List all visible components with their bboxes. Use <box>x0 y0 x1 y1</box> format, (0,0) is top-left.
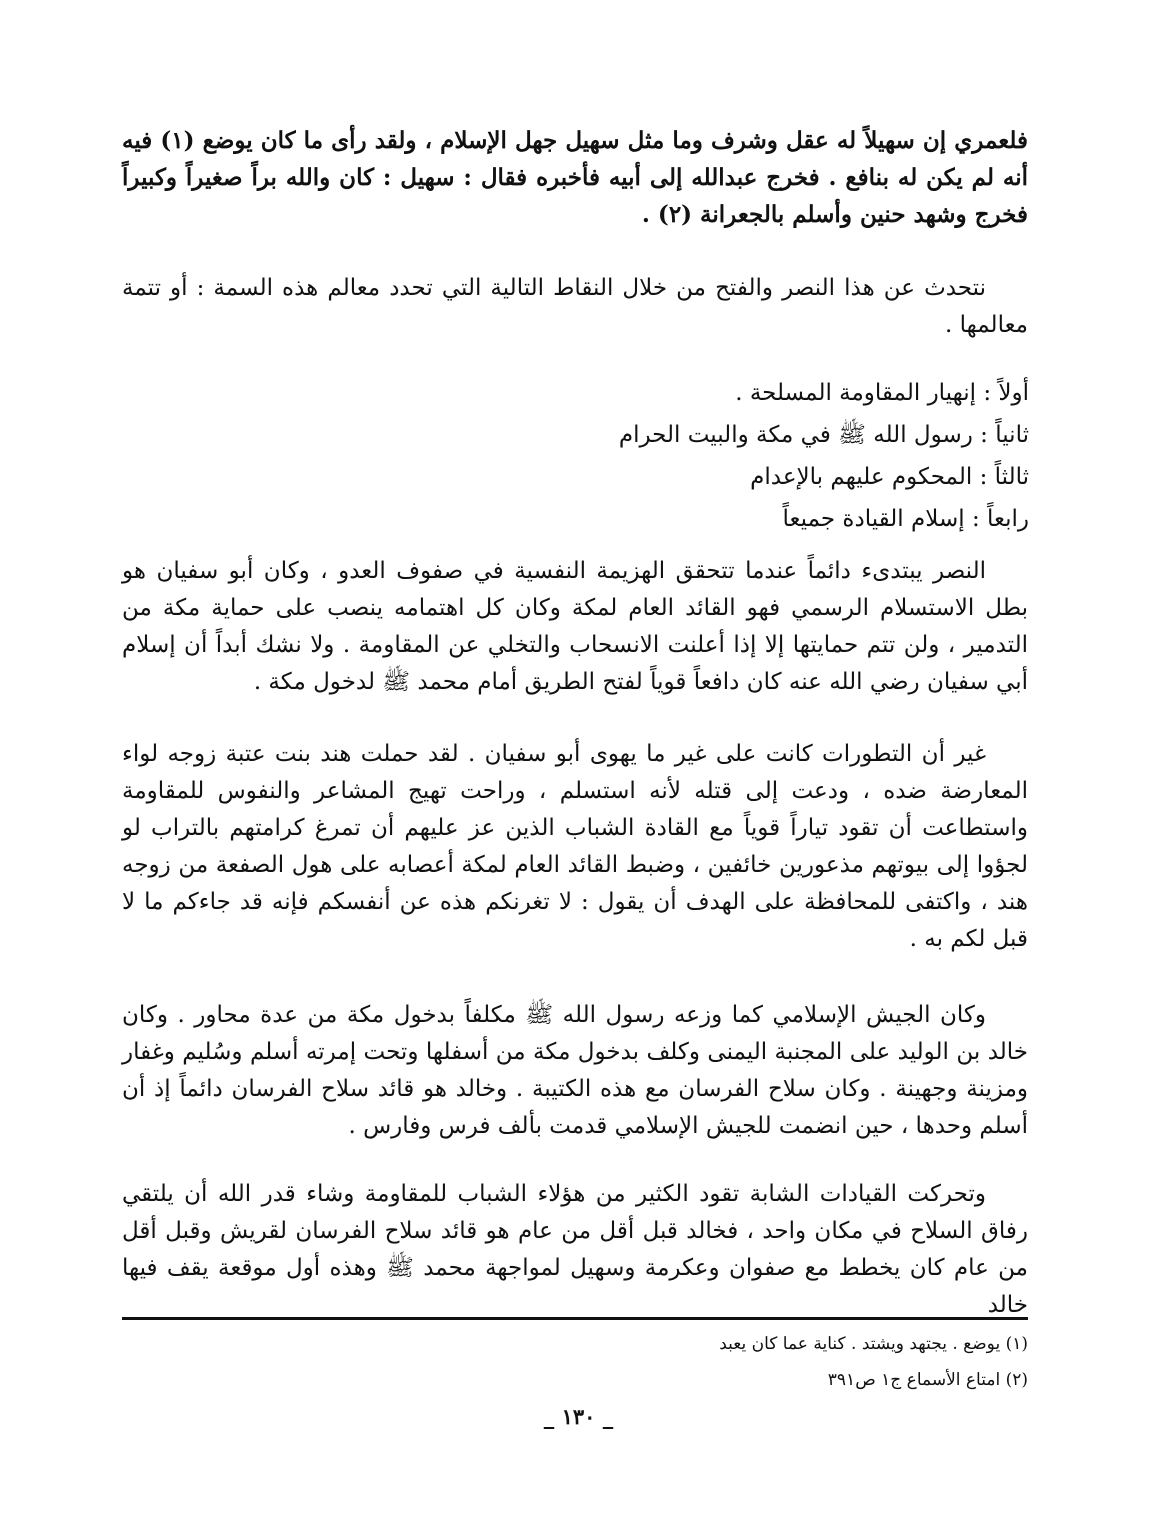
intro-paragraph: نتحدث عن هذا النصر والفتح من خلال النقاط التالية التي تحدد معالم هذه السمة : أو تتمة معالمها . <box>122 275 1028 338</box>
body-paragraph-block <box>122 553 1028 701</box>
footnote-2: (٢) امتاع الأسماع ج١ ص٣٩١ <box>827 1370 1028 1390</box>
body-paragraph: وتحركت القيادات الشابة تقود الكثير من هؤلاء الشباب للمقاومة وشاء قدر الله أن يلتقي رفاق السلاح في مكان واحد ، فخالد قبل أقل من عام هو قائد سلاح الفرسان لقريش وقبل أقل من عام كان يخطط مع صفوان وعكرمة وسهيل لمواجهة محمد ﷺ وهذه أول موقعة يقف فيها خالد <box>122 1181 1028 1318</box>
footnote-1: (١) يوضع . يجتهد ويشتد . كناية عما كان يعبد <box>719 1334 1028 1354</box>
intro-paragraph-block <box>122 270 1028 344</box>
points-list <box>329 372 1029 540</box>
point-item: رابعاً : إسلام القيادة جميعاً <box>782 506 1029 532</box>
body-paragraph-block <box>122 1176 1028 1324</box>
page-number: _ ١٣٠ _ <box>543 1404 614 1429</box>
footnotes <box>228 1326 1028 1398</box>
opening-paragraph: فلعمري إن سهيلاً له عقل وشرف وما مثل سهيل جهل الإسلام ، ولقد رأى ما كان يوضع (١) فيه أنه لم يكن له بنافع . فخرج عبدالله إلى أبيه فأخبره فقال : سهيل : كان والله براً صغيراً وكبيراً فخرج وشهد حنين وأسلم بالجعرانة (٢) . <box>122 127 1028 228</box>
body-paragraph: وكان الجيش الإسلامي كما وزعه رسول الله ﷺ مكلفاً بدخول مكة من عدة محاور . وكان خالد بن الوليد على المجنبة اليمنى وكلف بدخول مكة من أسفلها وتحت إمرته أسلم وسُليم وغفار ومزينة وجهينة . وكان سلاح الفرسان مع هذه الكتيبة . وخالد هو قائد سلاح الفرسان دائماً إذ أن أسلم وحدها ، حين انضمت للجيش الإسلامي قدمت بألف فرس وفارس . <box>122 1002 1028 1139</box>
footnote-divider <box>122 1317 1028 1320</box>
body-paragraph: غير أن التطورات كانت على غير ما يهوى أبو سفيان . لقد حملت هند بنت عتبة زوجه لواء المعارضة ضده ، ودعت إلى قتله لأنه استسلم ، وراحت تهيج المشاعر والنفوس للمقاومة واستطاعت أن تقود تياراً قوياً مع القادة الشباب الذين عز عليهم أن تمرغ كرامتهم بالتراب لو لجؤوا إلى بيوتهم مذعورين خائفين ، وضبط القائد العام لمكة أعصابه على هول الصفعة من زوجه هند ، واكتفى للمحافظة على الهدف أن يقول : لا تغرنكم هذه عن أنفسكم فإنه قد جاءكم ما لا قبل لكم به . <box>122 741 1028 952</box>
point-item: أولاً : إنهيار المقاومة المسلحة . <box>735 380 1029 406</box>
body-paragraph-block <box>122 997 1028 1145</box>
opening-paragraph-block <box>122 122 1028 233</box>
point-item: ثالثاً : المحكوم عليهم بالإعدام <box>750 464 1029 490</box>
body-paragraph-block <box>122 736 1028 958</box>
body-paragraph: النصر يبتدىء دائماً عندما تتحقق الهزيمة النفسية في صفوف العدو ، وكان أبو سفيان هو بطل الاستسلام الرسمي فهو القائد العام لمكة وكان كل اهتمامه ينصب على حماية مكة من التدمير ، ولن تتم حمايتها إلا إذا أعلنت الانسحاب والتخلي عن المقاومة . ولا نشك أبداً أن إسلام أبي سفيان رضي الله عنه كان دافعاً قوياً لفتح الطريق أمام محمد ﷺ لدخول مكة . <box>122 558 1029 695</box>
point-item: ثانياً : رسول الله ﷺ في مكة والبيت الحرام <box>618 422 1029 448</box>
